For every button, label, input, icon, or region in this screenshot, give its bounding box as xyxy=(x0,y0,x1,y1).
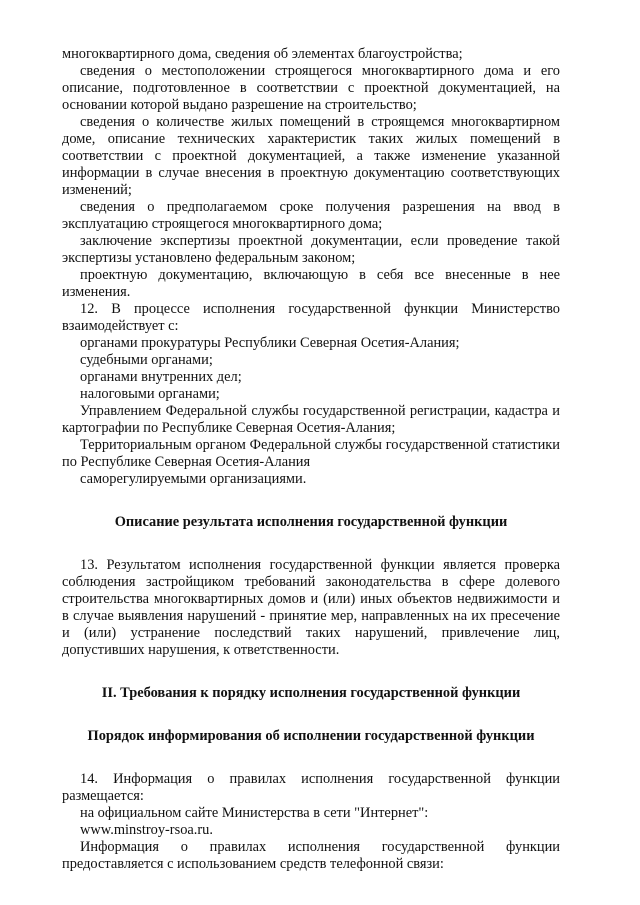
website-url: www.minstroy-rsoa.ru. xyxy=(80,822,213,838)
paragraph-14: 14. Информация о правилах исполнения государственной функции размещается: xyxy=(62,771,560,804)
paragraph: сведения о количестве жилых помещений в строящемся многоквартирном доме, описание технических характеристик таких жилых помещений в соответствии с проектной документацией, а также изменение указанной информации в случае внесения в проектную документацию соответствующих изменений; xyxy=(62,114,560,198)
list-item: Управлением Федеральной службы государственной регистрации, кадастра и картографии по Республике Северная Осетия-Алания; xyxy=(62,403,560,436)
paragraph: сведения о местоположении строящегося многоквартирного дома и его описание, подготовленное в соответствии с проектной документацией, на основании которой выдано разрешение на строительство; xyxy=(62,63,560,113)
list-item: налоговыми органами; xyxy=(80,386,220,402)
paragraph-13: 13. Результатом исполнения государственной функции является проверка соблюдения застройщиком требований законодательства в сфере долевого строительства многоквартирных домов и (или) иных объектов недвижимости и в случае выявления нарушений - принятие мер, направленных на их пресечение и (или) устранение последствий таких нарушений, привлечение лиц, допустивших нарушения, к ответственности. xyxy=(62,557,560,658)
list-item: органами внутренних дел; xyxy=(80,369,242,385)
list-item: судебными органами; xyxy=(80,352,213,368)
paragraph: заключение экспертизы проектной документации, если проведение такой экспертизы установлено федеральным законом; xyxy=(62,233,560,266)
paragraph: сведения о предполагаемом сроке получения разрешения на ввод в эксплуатацию строящегося многоквартирного дома; xyxy=(62,199,560,232)
paragraph: проектную документацию, включающую в себя все внесенные в нее изменения. xyxy=(62,267,560,300)
list-item: органами прокуратуры Республики Северная Осетия-Алания; xyxy=(80,335,460,351)
heading-section-2: II. Требования к порядку исполнения государственной функции xyxy=(101,685,521,701)
list-item: саморегулируемыми организациями. xyxy=(80,471,307,487)
paragraph-12: 12. В процессе исполнения государственной функции Министерство взаимодействует с: xyxy=(62,301,560,334)
heading-result: Описание результата исполнения государственной функции xyxy=(114,514,508,530)
paragraph: Информация о правилах исполнения государственной функции предоставляется с использованием средств телефонной связи: xyxy=(62,839,560,872)
document-page xyxy=(62,46,560,873)
list-item: Территориальным органом Федеральной службы государственной статистики по Республике Северная Осетия-Алания xyxy=(62,437,560,470)
heading-inform: Порядок информирования об исполнении государственной функции xyxy=(87,728,535,744)
paragraph: на официальном сайте Министерства в сети "Интернет": xyxy=(80,805,429,821)
paragraph: многоквартирного дома, сведения об элементах благоустройства; xyxy=(62,46,463,62)
